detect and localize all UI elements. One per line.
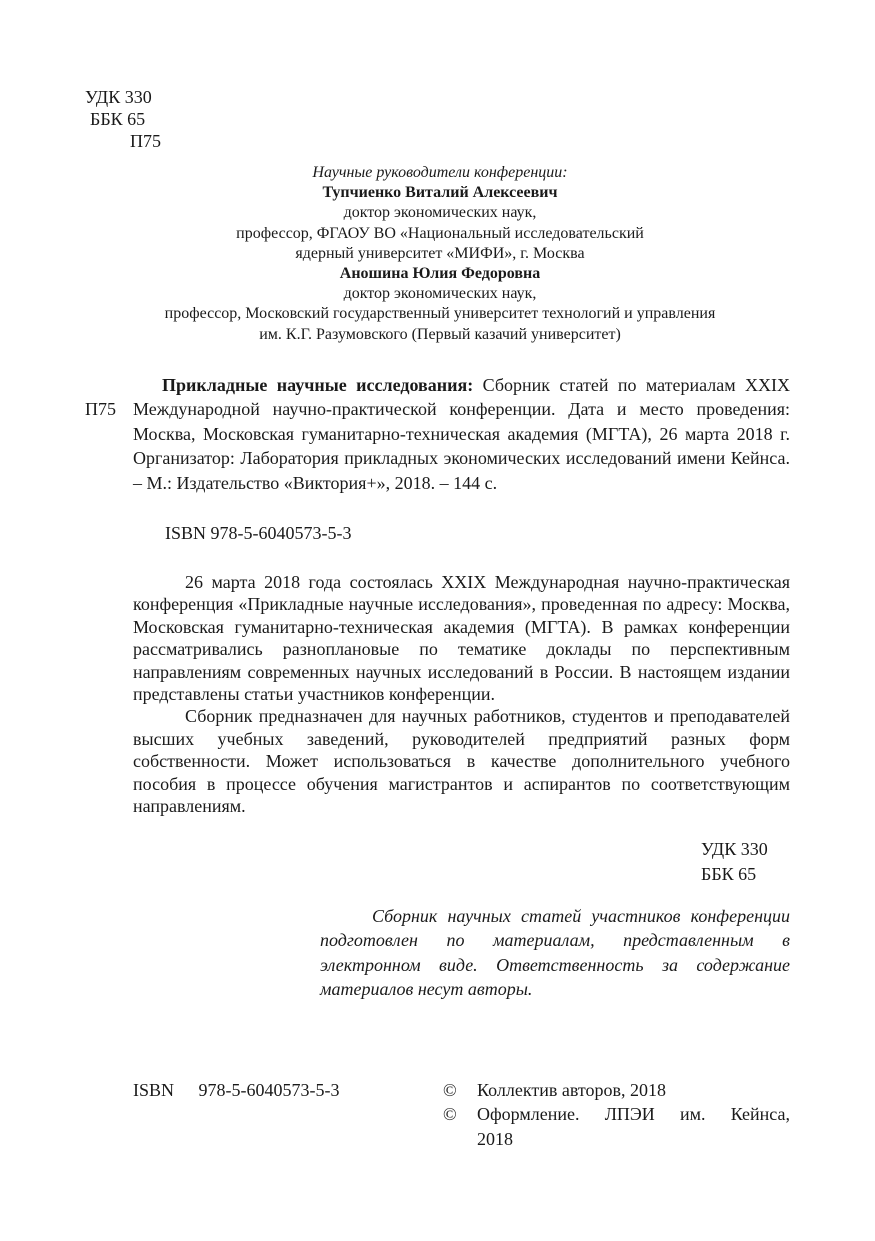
copyright-text: Коллектив авторов, 2018 bbox=[477, 1080, 666, 1100]
copyright-line bbox=[443, 1102, 790, 1126]
isbn: ISBN 978-5-6040573-5-3 bbox=[165, 523, 352, 543]
responsibility-note: Сборник научных статей участников конференции подготовлен по материалам, представленным в электронном виде. Ответственность за содержание материалов несут авторы. bbox=[320, 906, 790, 1000]
abstract-paragraph: 26 марта 2018 года состоялась XXIX Международная научно-практическая конференция «Прикладные научные исследования», проведенная по адресу: Москва, Московская гуманитарно-техническая академия (МГТА). В рамках конференции рассматривались разноплановые по тематике доклады по перспективным направлениям современных научных исследований в России. В настоящем издании представлены статьи участников конференции. bbox=[133, 572, 790, 705]
editor-position: профессор, ФГАОУ ВО «Национальный исследовательский bbox=[236, 224, 644, 242]
copyright-block bbox=[443, 1078, 790, 1151]
editor-name: Аношина Юлия Федоровна bbox=[339, 265, 541, 283]
footer-isbn bbox=[133, 1078, 340, 1102]
copyright-line bbox=[443, 1127, 790, 1151]
copyright-icon: © bbox=[443, 1104, 457, 1125]
classification bbox=[701, 837, 768, 887]
copyright-icon: © bbox=[443, 1080, 457, 1100]
abstract bbox=[133, 571, 790, 817]
udk-code: УДК 330 bbox=[701, 839, 768, 859]
udk-code: УДК 330 bbox=[85, 87, 152, 107]
book-title: Прикладные научные исследования: bbox=[162, 375, 474, 395]
bibliographic-description bbox=[133, 373, 790, 495]
isbn-label: ISBN bbox=[133, 1080, 175, 1100]
isbn-number: 978-5-6040573-5-3 bbox=[198, 1080, 340, 1100]
bbk-code: ББК 65 bbox=[90, 109, 146, 129]
editor-name: Тупчиенко Виталий Алексеевич bbox=[322, 184, 558, 202]
abstract-paragraph: Сборник предназначен для научных работников, студентов и преподавателей высших учебных заведений, руководителей предприятий разных форм собственности. Может использоваться в качестве дополнительного учебного пособия в процессе обучения магистрантов и аспирантов по соответствующим направлениям. bbox=[133, 706, 790, 817]
editor-affiliation: ядерный университет «МИФИ», г. Москва bbox=[295, 244, 585, 262]
copyright-line bbox=[443, 1078, 790, 1102]
editor-position: профессор, Московский государственный университет технологий и управления bbox=[164, 305, 716, 323]
bibliographic-text: Сборник статей по материалам XXIX Международной научно-практической конференции. Дата и место проведения: Москва, Московская гуманитарно-техническая академия (МГТА), 26 марта 2018 г. Организатор: Лаборатория прикладных экономических исследований имени Кейнса. – М.: Издательство «Виктория+», 2018. – 144 с. bbox=[133, 375, 790, 493]
bibliographic-mark: П75 bbox=[85, 399, 116, 419]
editor-affiliation: им. К.Г. Разумовского (Первый казачий университет) bbox=[259, 325, 621, 343]
copyright-text: Оформление. ЛПЭИ им. Кейнса, bbox=[477, 1104, 790, 1125]
scientific-editors bbox=[80, 163, 800, 345]
editor-degree: доктор экономических наук, bbox=[343, 285, 537, 303]
editors-heading: Научные руководители конференции: bbox=[312, 164, 568, 181]
bbk-code: ББК 65 bbox=[701, 864, 757, 884]
author-mark: П75 bbox=[130, 131, 161, 151]
header-codes bbox=[85, 86, 161, 152]
editor-degree: доктор экономических наук, bbox=[343, 204, 537, 222]
copyright-year: 2018 bbox=[477, 1128, 513, 1149]
